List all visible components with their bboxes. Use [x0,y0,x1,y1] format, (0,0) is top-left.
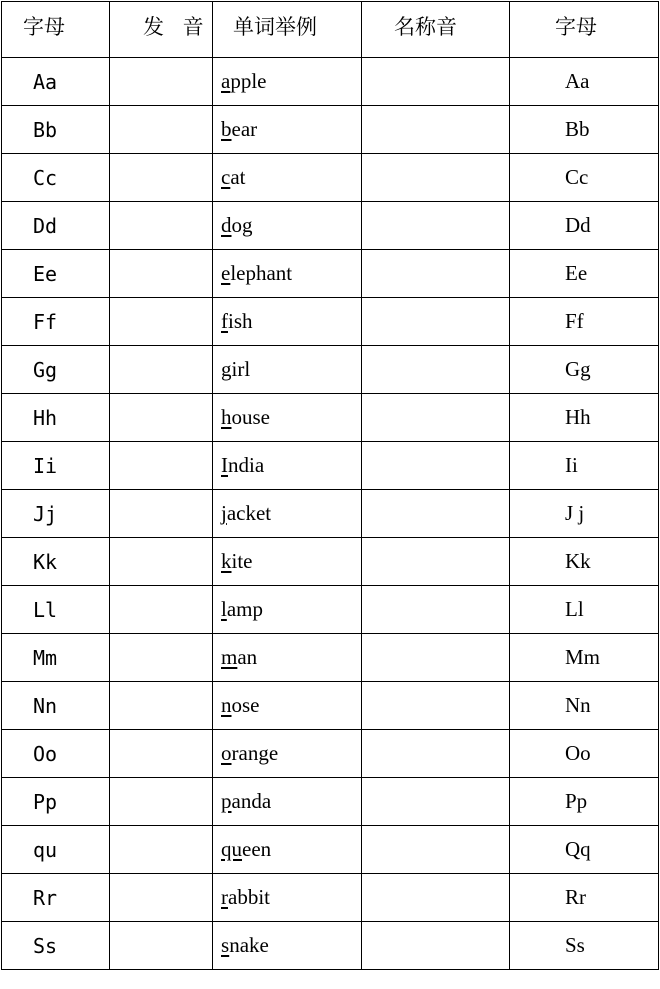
word-example-cell [213,730,362,778]
table-row [2,250,659,298]
table-row [2,298,659,346]
header-letter: 字母 [2,2,110,58]
word-highlight: s [221,933,230,957]
table-row [2,538,659,586]
word-example-cell [213,538,362,586]
word-rest: abbit [228,885,270,909]
letter-cell: Cc [2,154,110,202]
pronunciation-cell [110,490,213,538]
word-highlight: j [221,501,227,525]
word-rest: an [237,645,258,669]
table-row [2,202,659,250]
pronunciation-cell [110,730,213,778]
word-highlight: n [221,693,232,717]
word-example-cell [213,682,362,730]
header-name-sound: 名称音 [362,2,510,58]
word-highlight: r [221,885,228,909]
name-sound-cell [362,154,510,202]
letter-cell-2: Ss [510,922,659,970]
table-row [2,106,659,154]
letter-cell: Kk [2,538,110,586]
pronunciation-cell [110,538,213,586]
table-row [2,634,659,682]
word-example-cell [213,826,362,874]
header-word-example: 单词举例 [213,2,362,58]
pronunciation-cell [110,106,213,154]
letter-cell-2: J j [510,490,659,538]
word-example-cell [213,490,362,538]
word-highlight: k [221,549,232,573]
letter-cell-2: Bb [510,106,659,154]
pronunciation-cell [110,682,213,730]
word-example-cell [213,250,362,298]
word-rest: amp [226,597,263,621]
word-highlight: g [221,357,232,381]
letter-cell-2: Oo [510,730,659,778]
word-rest: pple [230,69,267,93]
letter-cell: Dd [2,202,110,250]
letter-cell: Oo [2,730,110,778]
pronunciation-cell [110,298,213,346]
table-row [2,826,659,874]
word-example-cell [213,298,362,346]
word-rest: ite [231,549,253,573]
table-row [2,778,659,826]
name-sound-cell [362,106,510,154]
pronunciation-cell [110,442,213,490]
table-row [2,922,659,970]
word-rest: ear [231,117,258,141]
pronunciation-cell [110,586,213,634]
letter-cell-2: Aa [510,58,659,106]
pronunciation-cell [110,250,213,298]
pronunciation-cell [110,346,213,394]
pronunciation-cell [110,634,213,682]
header-pronunciation: 发 音 [110,2,213,58]
letter-cell-2: Rr [510,874,659,922]
letter-cell: qu [2,826,110,874]
letter-cell: Aa [2,58,110,106]
word-highlight: c [221,165,231,189]
word-rest: een [242,837,272,861]
letter-cell-2: Hh [510,394,659,442]
word-example-cell [213,874,362,922]
pronunciation-cell [110,58,213,106]
word-highlight: a [221,69,231,93]
letter-cell-2: Dd [510,202,659,250]
name-sound-cell [362,874,510,922]
header-row [2,2,659,58]
word-rest: range [231,741,279,765]
pronunciation-cell [110,394,213,442]
name-sound-cell [362,202,510,250]
table-row [2,154,659,202]
word-rest: ndia [228,453,265,477]
word-rest: irl [231,357,251,381]
letter-cell: Pp [2,778,110,826]
letter-cell: Hh [2,394,110,442]
word-rest: nake [229,933,269,957]
name-sound-cell [362,58,510,106]
word-rest: ish [228,309,253,333]
word-highlight: qu [221,837,242,861]
word-highlight: o [221,741,232,765]
word-example-cell [213,346,362,394]
letter-cell-2: Ii [510,442,659,490]
name-sound-cell [362,538,510,586]
word-rest: acket [226,501,272,525]
letter-cell: Ll [2,586,110,634]
alphabet-table [1,1,659,970]
name-sound-cell [362,586,510,634]
word-rest: lephant [230,261,293,285]
letter-cell: Jj [2,490,110,538]
name-sound-cell [362,490,510,538]
table-row [2,874,659,922]
name-sound-cell [362,442,510,490]
letter-cell-2: Nn [510,682,659,730]
word-rest: og [231,213,253,237]
letter-cell-2: Cc [510,154,659,202]
word-example-cell [213,634,362,682]
word-example-cell [213,442,362,490]
name-sound-cell [362,634,510,682]
table-row [2,730,659,778]
word-rest: ose [231,693,260,717]
table-row [2,586,659,634]
word-highlight: e [221,261,231,285]
letter-cell-2: Kk [510,538,659,586]
table-row [2,394,659,442]
letter-cell-2: Gg [510,346,659,394]
word-example-cell [213,778,362,826]
letter-cell-2: Mm [510,634,659,682]
word-highlight: b [221,117,232,141]
table-row [2,58,659,106]
pronunciation-cell [110,202,213,250]
letter-cell-2: Ll [510,586,659,634]
pronunciation-cell [110,778,213,826]
name-sound-cell [362,250,510,298]
table-row [2,346,659,394]
word-highlight: d [221,213,232,237]
word-example-cell [213,394,362,442]
word-example-cell [213,154,362,202]
word-example-cell [213,922,362,970]
letter-cell: Nn [2,682,110,730]
name-sound-cell [362,682,510,730]
header-letter-2: 字母 [510,2,659,58]
letter-cell: Ii [2,442,110,490]
letter-cell: Ee [2,250,110,298]
name-sound-cell [362,778,510,826]
letter-cell: Ff [2,298,110,346]
name-sound-cell [362,298,510,346]
word-example-cell [213,58,362,106]
letter-cell: Gg [2,346,110,394]
word-highlight: h [221,405,232,429]
word-example-cell [213,106,362,154]
word-rest: anda [231,789,272,813]
word-example-cell [213,202,362,250]
letter-cell-2: Ee [510,250,659,298]
word-highlight: m [221,645,238,669]
name-sound-cell [362,394,510,442]
word-rest: at [230,165,246,189]
word-rest: ouse [231,405,270,429]
letter-cell-2: Pp [510,778,659,826]
table-row [2,490,659,538]
pronunciation-cell [110,922,213,970]
word-highlight: I [221,453,228,477]
word-highlight: f [221,309,228,333]
letter-cell: Rr [2,874,110,922]
letter-cell: Mm [2,634,110,682]
word-highlight: l [221,597,227,621]
pronunciation-cell [110,826,213,874]
name-sound-cell [362,730,510,778]
letter-cell: Ss [2,922,110,970]
word-example-cell [213,586,362,634]
pronunciation-cell [110,874,213,922]
table-row [2,442,659,490]
letter-cell-2: Ff [510,298,659,346]
name-sound-cell [362,346,510,394]
name-sound-cell [362,922,510,970]
name-sound-cell [362,826,510,874]
letter-cell: Bb [2,106,110,154]
pronunciation-cell [110,154,213,202]
word-highlight: p [221,789,232,813]
table-row [2,682,659,730]
letter-cell-2: Qq [510,826,659,874]
